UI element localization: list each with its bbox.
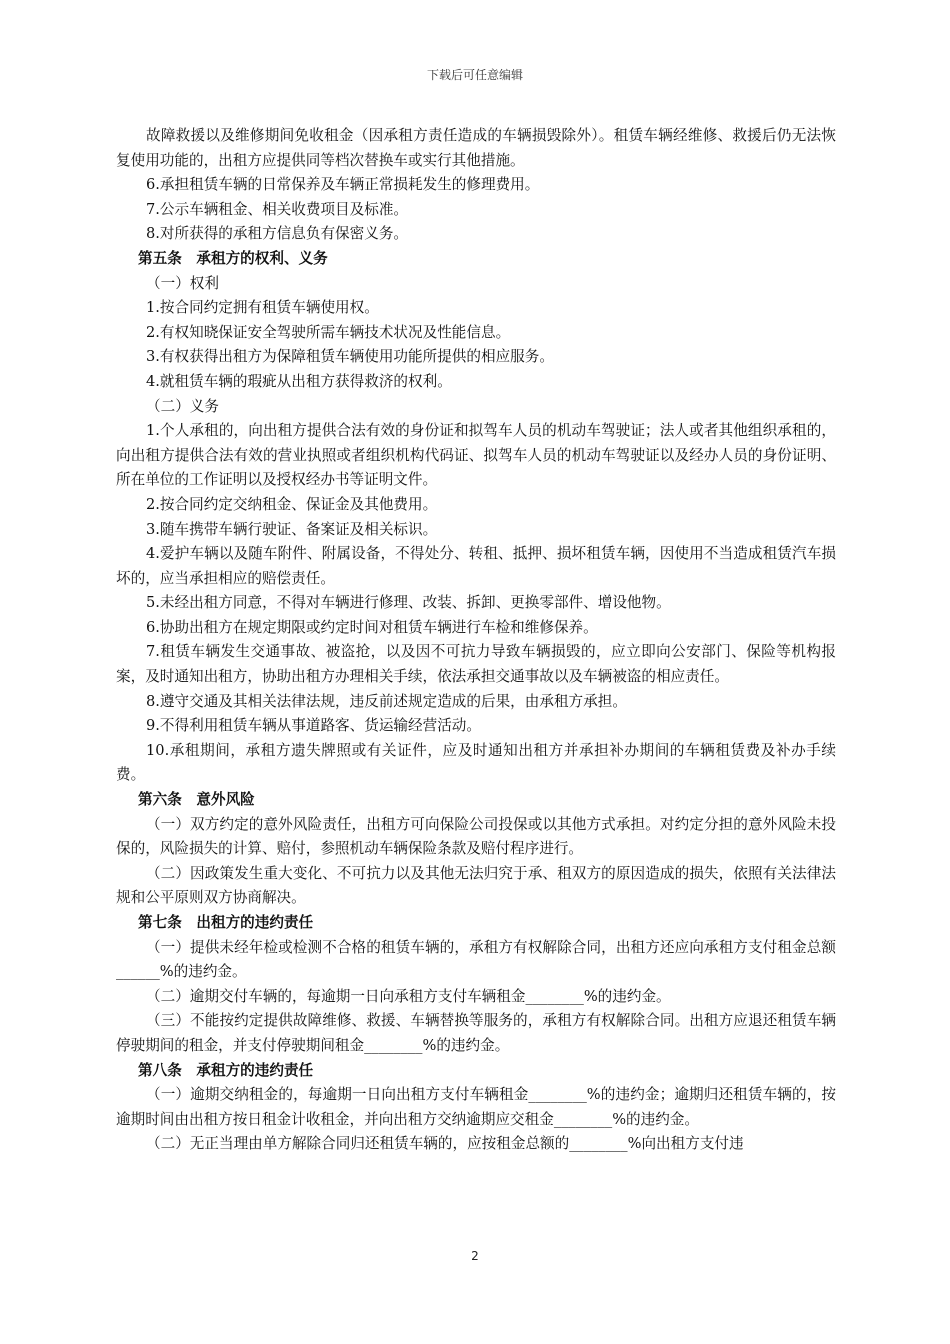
page-header: 下载后可任意编辑 [426,68,523,82]
paragraph: 9.不得利用租赁车辆从事道路客、货运输经营活动。 [146,717,481,735]
paragraph: （一）逾期交纳租金的，每逾期一日向出租方支付车辆租金________%的违约金；逾期归还租赁车辆的，按逾期时间由出租方按日租金计收租金，并向出租方交纳逾期应交租金________%的违约金。 [116,1086,836,1128]
paragraph: 8.对所获得的承租方信息负有保密义务。 [146,225,409,243]
paragraph: （一）双方约定的意外风险责任，出租方可向保险公司投保或以其他方式承担。对约定分担的意外风险未投保的，风险损失的计算、赔付，参照机动车辆保险条款及赔付程序进行。 [116,815,836,858]
paragraph: （三）不能按约定提供故障维修、救援、车辆替换等服务的，承租方有权解除合同。出租方应退还租赁车辆停驶期间的租金，并支付停驶期间租金________%的违约金。 [116,1012,836,1054]
paragraph: 4.就租赁车辆的瑕疵从出租方获得救济的权利。 [146,372,452,390]
paragraph: 10.承租期间，承租方遗失牌照或有关证件，应及时通知出租方并承担补办期间的车辆租赁费及补办手续费。 [116,741,836,784]
paragraph: （二）无正当理由单方解除合同归还租赁车辆的，应按租金总额的________%向出租方支付违 [146,1135,744,1153]
paragraph: 2.按合同约定交纳租金、保证金及其他费用。 [146,495,438,513]
paragraph: 8.遵守交通及其相关法律法规，违反前述规定造成的后果，由承租方承担。 [146,692,627,710]
paragraph: 4.爱护车辆以及随车附件、附属设备，不得处分、转租、抵押、损坏租赁车辆，因使用不当造成租赁汽车损坏的，应当承担相应的赔偿责任。 [116,545,836,587]
paragraph: 3.随车携带车辆行驶证、备案证及相关标识。 [146,520,438,538]
paragraph: （二）义务 [146,397,219,415]
paragraph: 1.个人承租的，向出租方提供合法有效的身份证和拟驾车人员的机动车驾驶证；法人或者其他组织承租的，向出租方提供合法有效的营业执照或者组织机构代码证、拟驾车人员的机动车驾驶证以及经办人员的身份证明、所在单位的工作证明以及授权经办书等证明文件。 [116,422,836,489]
section-heading: 第八条 承租方的违约责任 [138,1061,314,1079]
paragraph: 2.有权知晓保证安全驾驶所需车辆技术状况及性能信息。 [146,323,511,341]
section-heading: 第五条 承租方的权利、义务 [138,249,328,267]
paragraph: 故障救援以及维修期间免收租金（因承租方责任造成的车辆损毁除外）。租赁车辆经维修、救援后仍无法恢复使用功能的，出租方应提供同等档次替换车或实行其他措施。 [116,127,836,169]
paragraph: 6.承担租赁车辆的日常保养及车辆正常损耗发生的修理费用。 [146,176,540,194]
document-body [116,124,836,1157]
paragraph: 7.公示车辆租金、相关收费项目及标准。 [146,200,409,218]
paragraph: （一）权利 [146,274,219,292]
paragraph: （二）逾期交付车辆的，每逾期一日向承租方支付车辆租金________%的违约金。 [146,987,671,1005]
paragraph: 6.协助出租方在规定期限或约定时间对租赁车辆进行车检和维修保养。 [146,618,598,636]
paragraph: 5.未经出租方同意，不得对车辆进行修理、改装、拆卸、更换零部件、增设他物。 [146,594,671,612]
section-heading: 第七条 出租方的违约责任 [138,914,314,931]
paragraph: 1.按合同约定拥有租赁车辆使用权。 [146,299,379,317]
section-heading: 第六条 意外风险 [138,791,255,809]
paragraph: （一）提供未经年检或检测不合格的租赁车辆的，承租方有权解除合同，出租方还应向承租方支付租金总额______%的违约金。 [116,938,836,981]
paragraph: 7.租赁车辆发生交通事故、被盗抢，以及因不可抗力导致车辆损毁的，应立即向公安部门、保险等机构报案，及时通知出租方，协助出租方办理相关手续，依法承担交通事故以及车辆被盗的相应责任。 [116,643,836,686]
page-number: 2 [471,1249,479,1263]
paragraph: 3.有权获得出租方为保障租赁车辆使用功能所提供的相应服务。 [146,348,554,366]
paragraph: （二）因政策发生重大变化、不可抗力以及其他无法归究于承、租双方的原因造成的损失，依照有关法律法规和公平原则双方协商解决。 [116,864,836,907]
